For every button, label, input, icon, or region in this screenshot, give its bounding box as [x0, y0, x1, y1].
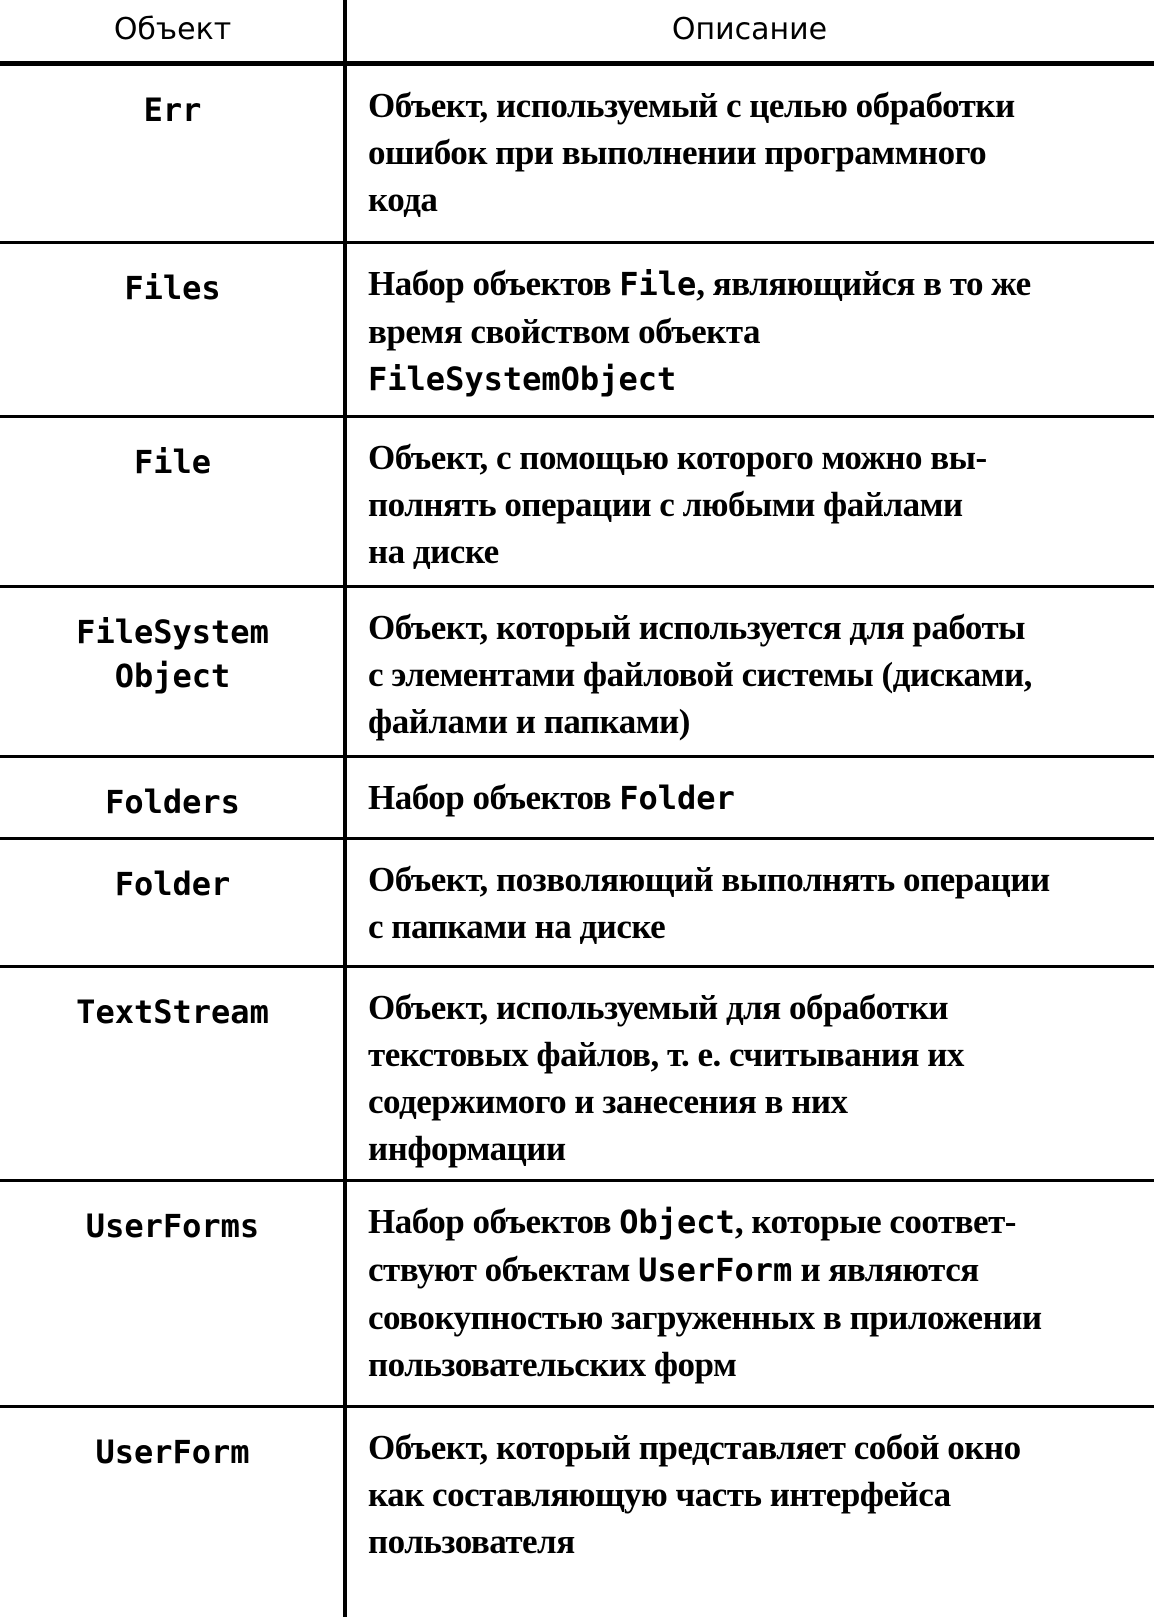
- table-row: [0, 244, 1154, 418]
- description-text: Объект, с помощью которого можно вы-: [368, 438, 987, 477]
- description-text: информации: [368, 1129, 566, 1168]
- description-line: [368, 698, 1148, 745]
- description-line: [368, 1031, 1148, 1078]
- description-line: [368, 308, 1148, 355]
- object-description: [368, 774, 1148, 822]
- object-name: [0, 1204, 345, 1248]
- description-text: ошибок при выполнении программного: [368, 133, 987, 172]
- description-line: [368, 903, 1148, 950]
- description-line: [368, 1294, 1148, 1341]
- description-text: кода: [368, 180, 438, 219]
- description-line: [368, 1518, 1148, 1565]
- description-line: [368, 1246, 1148, 1294]
- description-line: [368, 1471, 1148, 1518]
- object-description: [368, 856, 1148, 950]
- code-term: FileSystemObject: [368, 360, 677, 398]
- description-line: [368, 1078, 1148, 1125]
- table-row: [0, 588, 1154, 758]
- description-text: с элементами файловой системы (дисками,: [368, 655, 1032, 694]
- object-name-line: Object: [114, 657, 231, 695]
- description-line: [368, 481, 1148, 528]
- object-name: [0, 990, 345, 1034]
- description-text: , которые соответ-: [734, 1202, 1016, 1241]
- description-line: [368, 651, 1148, 698]
- header-object: Объект: [113, 11, 232, 47]
- description-line: [368, 1198, 1148, 1246]
- object-name: [0, 610, 345, 698]
- description-line: [368, 260, 1148, 308]
- table-row: [0, 840, 1154, 968]
- table-row: [0, 758, 1154, 840]
- description-line: [368, 528, 1148, 575]
- table-row: [0, 1408, 1154, 1617]
- description-text: полнять операции с любыми файлами: [368, 485, 963, 524]
- description-text: Набор объектов: [368, 1202, 620, 1241]
- description-text: Объект, позволяющий выполнять операции: [368, 860, 1050, 899]
- object-name-line: TextStream: [76, 993, 269, 1031]
- description-text: содержимого и занесения в них: [368, 1082, 848, 1121]
- description-line: [368, 984, 1148, 1031]
- description-text: пользовательских форм: [368, 1345, 737, 1384]
- description-line: [368, 176, 1148, 223]
- object-description: [368, 82, 1148, 223]
- object-name: [0, 88, 345, 132]
- object-name-line: UserForm: [95, 1433, 250, 1471]
- object-description: [368, 434, 1148, 575]
- description-text: текстовых файлов, т. е. считывания их: [368, 1035, 964, 1074]
- table-row: [0, 968, 1154, 1182]
- object-name-line: Folders: [105, 783, 240, 821]
- description-line: [368, 604, 1148, 651]
- description-text: с папками на диске: [368, 907, 666, 946]
- description-line: [368, 1341, 1148, 1388]
- description-text: и являются: [792, 1250, 979, 1289]
- description-text: Объект, который используется для работы: [368, 608, 1025, 647]
- object-name: [0, 1430, 345, 1474]
- object-name-line: File: [133, 443, 212, 481]
- object-description: [368, 984, 1148, 1172]
- description-text: на диске: [368, 532, 499, 571]
- description-line: [368, 355, 1148, 403]
- object-description: [368, 604, 1148, 745]
- description-text: как составляющую часть интерфейса: [368, 1475, 951, 1514]
- object-name: [0, 266, 345, 310]
- description-text: , являющийся в то же: [696, 264, 1031, 303]
- description-line: [368, 856, 1148, 903]
- description-text: Набор объектов: [368, 778, 620, 817]
- description-text: пользователя: [368, 1522, 575, 1561]
- object-description: [368, 1198, 1148, 1388]
- object-name-line: FileSystem: [76, 613, 269, 651]
- object-name-line: Files: [124, 269, 221, 307]
- object-description: [368, 260, 1148, 403]
- description-line: [368, 434, 1148, 481]
- description-line: [368, 1125, 1148, 1172]
- object-name-line: Folder: [114, 865, 231, 903]
- description-text: Набор объектов: [368, 264, 620, 303]
- code-term: Object: [619, 1203, 735, 1241]
- description-text: ствуют объектам: [368, 1250, 639, 1289]
- code-term: UserForm: [638, 1251, 793, 1289]
- description-line: [368, 129, 1148, 176]
- description-text: файлами и папками): [368, 702, 690, 741]
- object-description: [368, 1424, 1148, 1565]
- code-term: File: [619, 265, 697, 303]
- object-name: [0, 780, 345, 824]
- object-name: [0, 440, 345, 484]
- description-text: совокупностью загруженных в приложении: [368, 1298, 1042, 1337]
- code-term: Folder: [619, 779, 735, 817]
- description-line: [368, 1424, 1148, 1471]
- object-name: [0, 862, 345, 906]
- description-line: [368, 774, 1148, 822]
- header-description: Описание: [671, 11, 828, 47]
- table-row: [0, 66, 1154, 244]
- table-row: [0, 1182, 1154, 1408]
- description-text: Объект, используемый с целью обработки: [368, 86, 1015, 125]
- object-name-line: Err: [143, 91, 202, 129]
- description-text: Объект, который представляет собой окно: [368, 1428, 1021, 1467]
- description-text: Объект, используемый для обработки: [368, 988, 949, 1027]
- table-header: [0, 0, 1154, 66]
- table-row: [0, 418, 1154, 588]
- object-name-line: UserForms: [85, 1207, 260, 1245]
- description-text: время свойством объекта: [368, 312, 760, 351]
- description-line: [368, 82, 1148, 129]
